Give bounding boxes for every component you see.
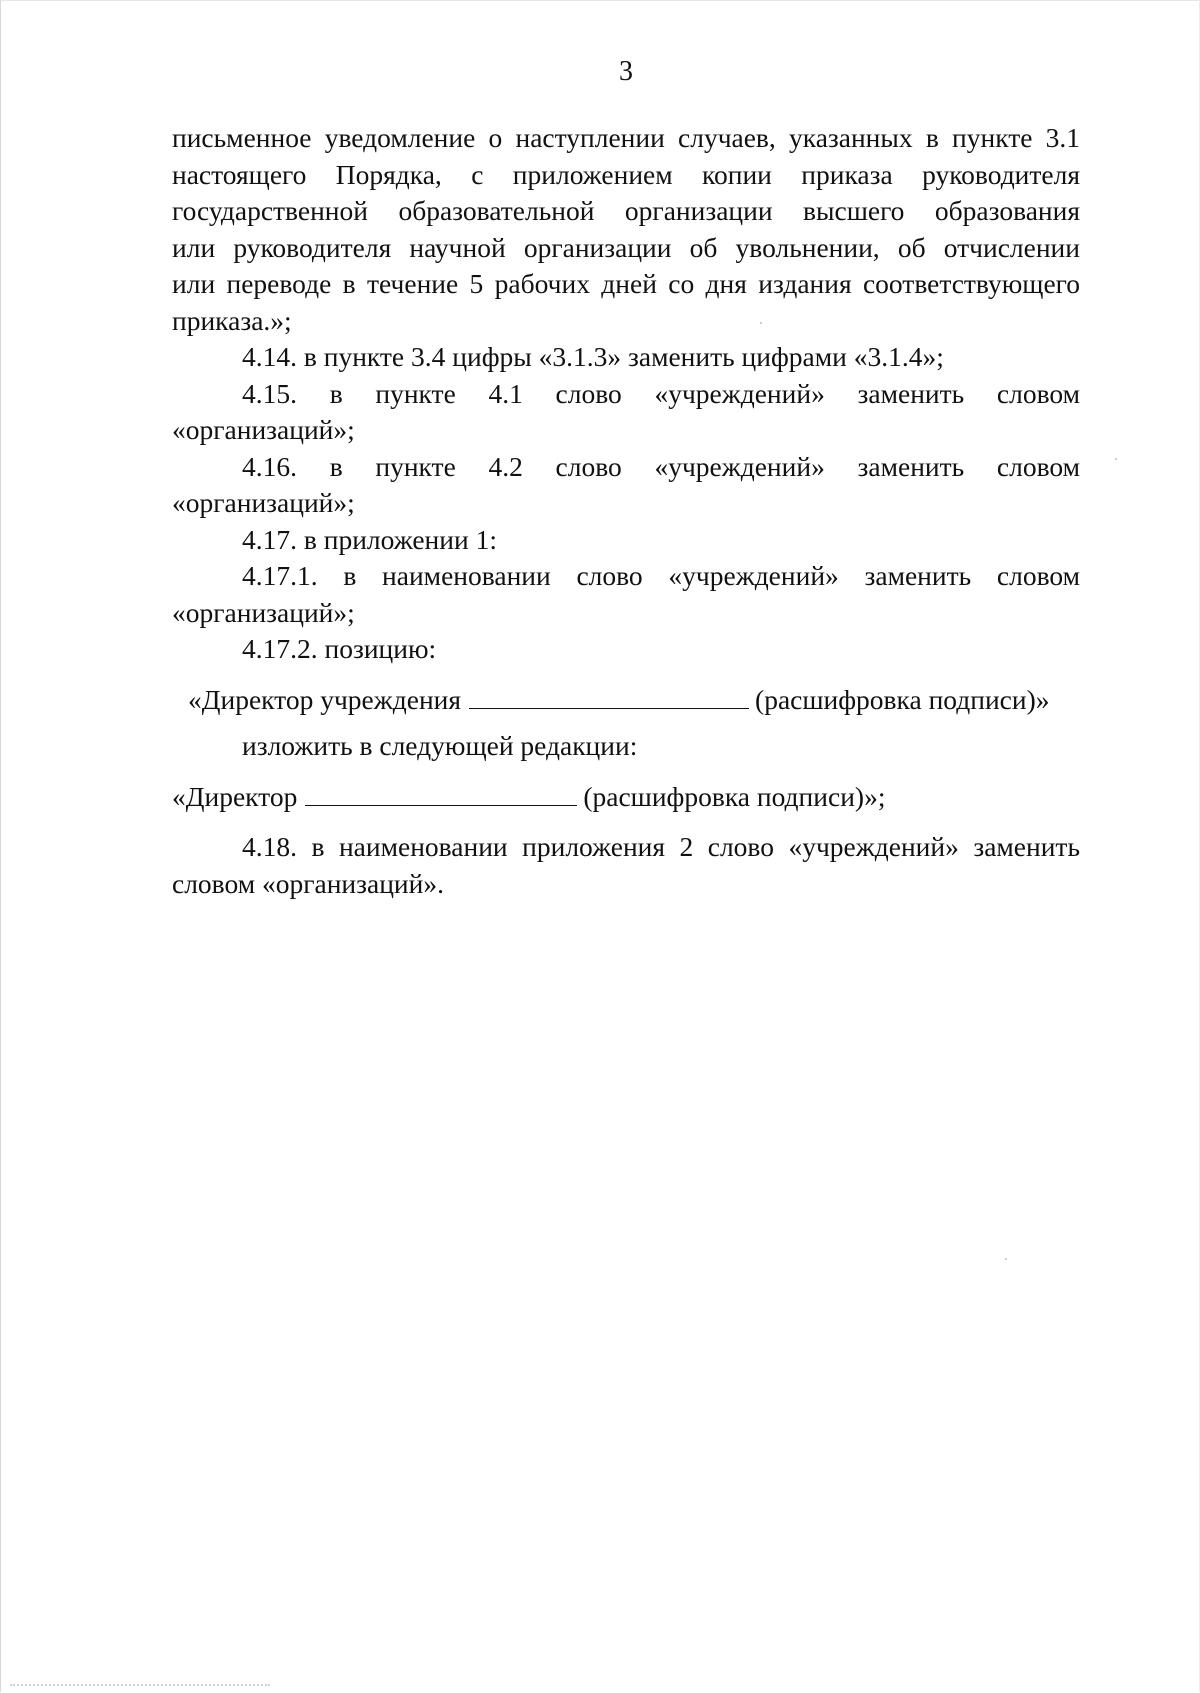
scan-speck xyxy=(760,322,762,324)
text-line: письменное уведомление о наступлении случаев, указанных в пункте 3.1 xyxy=(172,122,1080,153)
paragraph-4-17: 4.17. в приложении 1: xyxy=(242,523,497,555)
scan-edge-marks xyxy=(10,1684,270,1689)
new-position-suffix: (расшифровка подписи)»; xyxy=(583,780,886,812)
text-line: государственной образовательной организации высшего образования xyxy=(172,195,1080,226)
text-line: или руководителя научной организации об увольнении, об отчислении xyxy=(172,231,1080,263)
scan-speck xyxy=(1115,458,1117,460)
paragraph-4-14: 4.14. в пункте 3.4 цифры «3.1.3» заменить цифрами «3.1.4»; xyxy=(242,341,944,372)
paragraph-continuation xyxy=(172,120,1080,339)
new-position-prefix: «Директор xyxy=(172,780,298,812)
scan-speck xyxy=(1005,1258,1007,1260)
old-position-suffix: (расшифровка подписи)» xyxy=(755,683,1050,715)
old-position-line xyxy=(172,682,1080,719)
text-line: приказа.»; xyxy=(172,304,292,336)
new-position-line xyxy=(172,779,1080,816)
paragraph-4-17-1: 4.17.1. в наименовании слово «учреждений» заменить словом «организаций»; xyxy=(172,560,1080,628)
paragraph-4-18: 4.18. в наименовании приложения 2 слово «учреждений» заменить словом «организаций». xyxy=(172,831,1080,899)
old-position-prefix: «Директор учреждения xyxy=(188,683,462,715)
paragraph-4-17-2: 4.17.2. позицию: xyxy=(242,633,437,664)
page-number: 3 xyxy=(619,56,633,87)
signature-blank xyxy=(469,682,749,709)
paragraph-4-15: 4.15. в пункте 4.1 слово «учреждений» заменить словом «организаций»; xyxy=(172,377,1080,445)
paragraph-4-16: 4.16. в пункте 4.2 слово «учреждений» заменить словом «организаций»; xyxy=(172,450,1080,518)
document-body xyxy=(172,120,1080,902)
signature-blank xyxy=(305,779,577,806)
text-line: или переводе в течение 5 рабочих дней со дня издания соответствующего xyxy=(172,268,1080,299)
text-line: настоящего Порядка, с приложением копии приказа руководителя xyxy=(172,158,1080,190)
instruction-line: изложить в следующей редакции: xyxy=(242,730,638,761)
